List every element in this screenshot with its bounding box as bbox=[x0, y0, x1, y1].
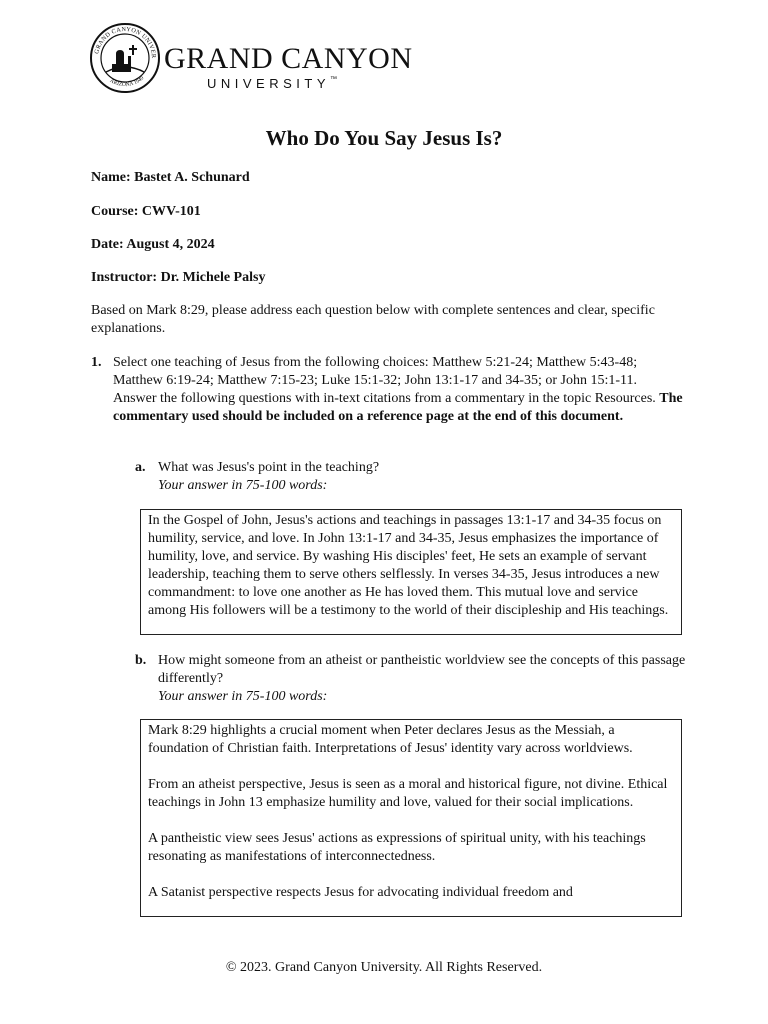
question-1-bold-note: The commentary used should be included on a reference page at the end of this document. bbox=[113, 391, 683, 424]
answer-a-textbox[interactable] bbox=[140, 509, 682, 635]
university-logo bbox=[90, 20, 413, 96]
answer-b-textbox[interactable] bbox=[140, 719, 682, 917]
logo-subtext: UNIVERSITY bbox=[207, 76, 331, 91]
answer-a-text: In the Gospel of John, Jesus's actions and teachings in passages 13:1-17 and 34-35 focus on humility, service, and love. In John 13:1-17 and 34-35, Jesus emphasizes the importance of humility, love, and service. By washing His disciples' feet, He sets an example of servant leadership, teaching them to serve others selflessly. In verses 34-35, Jesus introduces a new commandment: to love one another as He has loved them. This mutual love and service among His followers will be a testimony to the world of their discipleship and His teachings. bbox=[148, 513, 669, 618]
sub-question-b bbox=[158, 652, 688, 706]
sub-question-a bbox=[158, 459, 688, 495]
answer-b-paragraph: A pantheistic view sees Jesus' actions as expressions of spiritual unity, with his teachings resonating as manifestations of interconnectedness. bbox=[148, 831, 646, 864]
sub-question-a-text: What was Jesus's point in the teaching? bbox=[158, 460, 380, 475]
date-field: Date: August 4, 2024 bbox=[91, 237, 215, 252]
copyright-footer: © 2023. Grand Canyon University. All Rights Reserved. bbox=[225, 960, 543, 975]
name-field: Name: Bastet A. Schunard bbox=[91, 170, 250, 185]
answer-b-paragraph: A Satanist perspective respects Jesus for advocating individual freedom and bbox=[148, 885, 573, 900]
svg-text:GRAND CANYON UNIVERSITY: GRAND CANYON UNIVER bbox=[93, 25, 158, 59]
document-title: Who Do You Say Jesus Is? bbox=[265, 126, 503, 150]
logo-trademark: ™ bbox=[330, 76, 338, 83]
svg-text:ARIZONA 1949: ARIZONA 1949 bbox=[108, 75, 146, 89]
question-1-prompt: Select one teaching of Jesus from the following choices: Matthew 5:21-24; Matthew 5:43-48; Matthew 6:19-24; Matthew 7:15-23; Luke 15:1-32; John 13:1-17 and 34-35; or John 15:1-11. Answer the following questions with in-text citations from a commentary in the topic Resources. bbox=[113, 355, 660, 406]
sub-question-a-instruction: Your answer in 75-100 words: bbox=[158, 478, 328, 493]
instructor-field: Instructor: Dr. Michele Palsy bbox=[91, 270, 266, 285]
question-1-number: 1. bbox=[91, 355, 102, 370]
sub-question-b-instruction: Your answer in 75-100 words: bbox=[158, 689, 328, 704]
question-1-text bbox=[113, 354, 683, 426]
sub-question-b-text: How might someone from an atheist or pantheistic worldview see the concepts of this passage differently? bbox=[158, 653, 686, 686]
sub-question-b-label: b. bbox=[135, 653, 147, 668]
intro-paragraph: Based on Mark 8:29, please address each question below with complete sentences and clear, specific explanations. bbox=[91, 303, 655, 336]
course-field: Course: CWV-101 bbox=[91, 204, 201, 219]
answer-b-paragraph: Mark 8:29 highlights a crucial moment when Peter declares Jesus as the Messiah, a foundation of Christian faith. Interpretations of Jesus' identity vary across worldviews. bbox=[148, 723, 633, 756]
logo-wordmark: GRAND CANYON bbox=[164, 42, 413, 75]
sub-question-a-label: a. bbox=[135, 460, 146, 475]
answer-b-paragraph: From an atheist perspective, Jesus is seen as a moral and historical figure, not divine. Ethical teachings in John 13 emphasize humility and love, valued for their social implications. bbox=[148, 777, 668, 810]
